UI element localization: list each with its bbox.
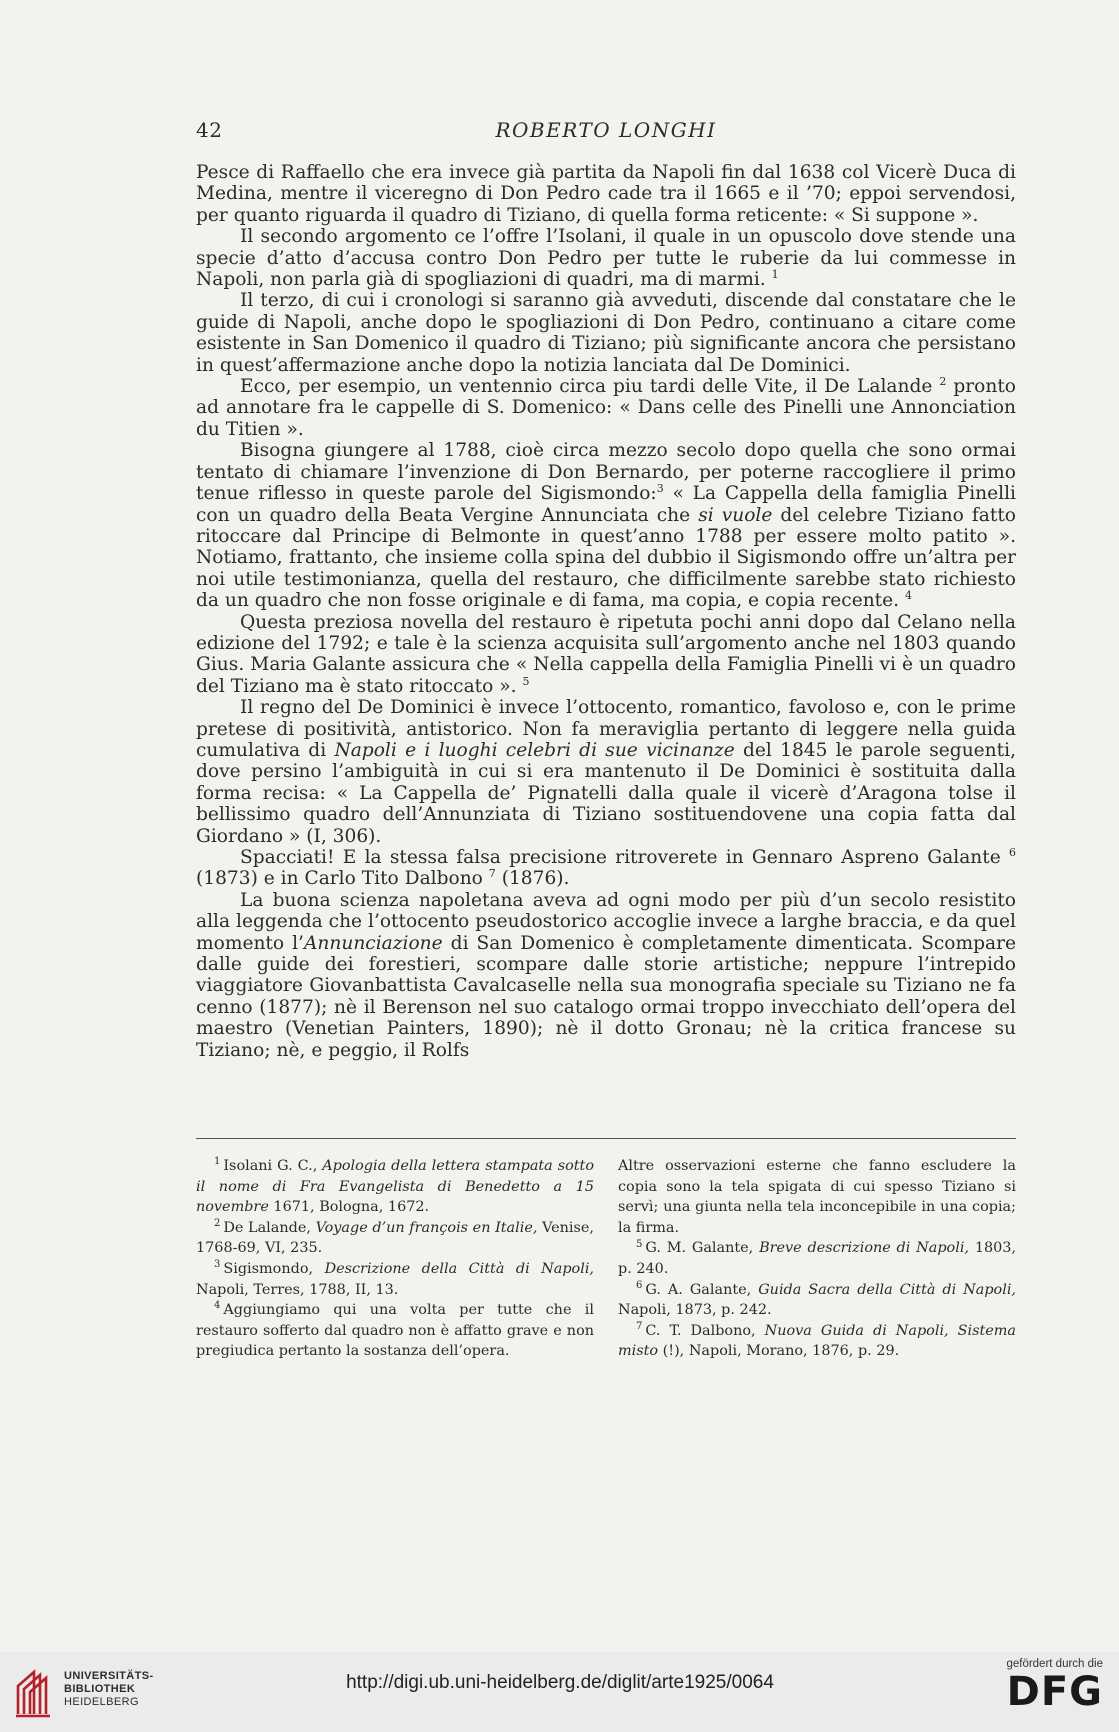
body-text (196, 162, 1016, 1061)
paragraph: Questa preziosa novella del restauro è ripetuta pochi anni dopo dal Celano nella edizione del 1792; e tale è la scienza acquisita sull’argomento anche nel 1803 quando Gius. Maria Galante assicura che « Nella cappella della Famiglia Pinelli vi è un quadro del Tiziano ma è stato ritoccato ». $^5$ (196, 611, 1016, 697)
footnote-column-left (196, 1156, 594, 1362)
footnote: $^3$ Sigismondo, Descrizione della Città di Napoli, Napoli, Terres, 1788, II, 13. (196, 1259, 594, 1298)
footnote: $^7$ C. T. Dalbono, Nuova Guida di Napoli, Sistema misto (!), Napoli, Morano, 1876, p. 29. (618, 1320, 1016, 1360)
footnote: $^4$ Aggiungiamo qui una volta per tutte che il restauro sofferto dal quadro non è affatto grave e non pregiudica pertanto la sostanza dell’opera. (196, 1300, 594, 1360)
footnote-ref[interactable]: 6 (1009, 845, 1016, 859)
running-head (196, 118, 1016, 148)
footnote-ref[interactable]: 7 (488, 867, 496, 881)
page-number: 42 (196, 118, 223, 142)
footnote-ref[interactable]: 5 (522, 674, 530, 688)
viewer-footer (0, 1652, 1119, 1732)
library-name: UNIVERSITÄTS- BIBLIOTHEK HEIDELBERG (64, 1670, 154, 1708)
permalink-url[interactable]: http://digi.ub.uni-heidelberg.de/diglit/arte1925/0064 (346, 1672, 774, 1693)
footnotes (196, 1156, 1016, 1362)
footnote-ref[interactable]: 3 (656, 481, 664, 495)
footnote-ref[interactable]: 2 (939, 374, 947, 388)
footnote-rule (196, 1138, 1016, 1139)
footnote-ref[interactable]: 4 (904, 588, 912, 602)
paragraph: La buona scienza napoletana aveva ad ogni modo per più d’un secolo resistito alla leggenda che l’ottocento pseudostorico accoglie invece a larghe braccia, e da quel momento l’Annunciazione di San Domenico è completamente dimenticata. Scompare dalle guide dei forestieri, scompare dalle storie artistiche; neppure l’intrepido viaggiatore Giovanbattista Cavalcaselle nella sua monografia speciale su Tiziano ne fa cenno (1877); nè il Berenson nel suo catalogo ormai troppo invecchiato dell’opera del maestro (Venetian Painters, 1890); nè il dotto Gronau; nè la critica francese su Tiziano; nè, e peggio, il Rolfs (196, 889, 1016, 1061)
dfg-logo[interactable] (991, 1658, 1103, 1724)
footnote: $^6$ G. A. Galante, Guida Sacra della Città di Napoli, Napoli, 1873, p. 242. (618, 1279, 1017, 1319)
library-emblem-icon (14, 1662, 56, 1722)
footnote-ref[interactable]: 1 (771, 267, 779, 281)
paragraph: Il secondo argomento ce l’offre l’Isolani, il quale in un opuscolo dove stende una specie d’atto d’accusa contro Don Pedro per tutte le ruberie da lui commesse in Napoli, non parla già di spogliazioni di quadri, ma di marmi. $^1$ (196, 226, 1016, 291)
footnote: $^5$ G. M. Galante, Breve descrizione di Napoli, 1803, p. 240. (618, 1238, 1017, 1277)
paragraph: Pesce di Raffaello che era invece già partita da Napoli fin dal 1638 col Vicerè Duca di Medina, mentre il viceregno di Don Pedro cade tra il 1665 e il ’70; eppoi servendosi, per quanto riguarda il quadro di Tiziano, di quella forma reticente: « Si suppone ». (196, 162, 1016, 226)
library-logo[interactable] (14, 1662, 224, 1722)
footnote-column-right (618, 1156, 1016, 1362)
footnote-continuation: Altre osservazioni esterne che fanno escludere la copia sono la tela spigata di cui spesso Tiziano si servì; una giunta nella tela inconcepibile in una copia; la firma. (618, 1158, 1016, 1236)
running-title: ROBERTO LONGHI (495, 118, 717, 142)
paragraph: Bisogna giungere al 1788, cioè circa mezzo secolo dopo quella che sono ormai tentato di chiamare l’invenzione di Don Bernardo, per poterne raccogliere il primo tenue riflesso in queste parole del Sigismondo:$^3$ « La Cappella della famiglia Pinelli con un quadro della Beata Vergine Annunciata che si vuole del celebre Tiziano fatto ritoccare dal Principe di Belmonte in quest’anno 1788 per essere molto patito ». Notiamo, frattanto, che insieme colla spina del dubbio il Sigismondo offre un’altra per noi utile testimonianza, quella del restauro, che difficilmente sarebbe stato richiesto da un quadro che non fosse originale e di fama, ma copia, e copia recente. $^4$ (196, 440, 1016, 612)
footnote: $^2$ De Lalande, Voyage d’un françois en Italie, Venise, 1768-69, VI, 235. (196, 1217, 594, 1257)
footnote: $^1$ Isolani G. C., Apologia della lettera stampata sotto il nome di Fra Evangelista di Benedetto a 15 novembre 1671, Bologna, 1672. (196, 1156, 595, 1216)
paragraph: Il terzo, di cui i cronologi si saranno già avveduti, discende dal constatare che le guide di Napoli, anche dopo le spogliazioni di Don Pedro, continuano a citare come esistente in San Domenico il quadro di Tiziano; più significante ancora che persistano in quest’affermazione anche dopo la notizia lanciata dal De Dominici. (196, 290, 1016, 376)
paragraph: Spacciati! E la stessa falsa precisione ritroverete in Gennaro Aspreno Galante $^6$ (1873) e in Carlo Tito Dalbono $^7$ (1876). (196, 845, 1016, 890)
paragraph: Ecco, per esempio, un ventennio circa piu tardi delle Vite, il De Lalande $^2$ pronto ad annotare fra le cappelle di S. Domenico: « Dans celle des Pinelli une Annonciation du Titien ». (196, 374, 1016, 440)
paragraph: Il regno del De Dominici è invece l’ottocento, romantico, favoloso e, con le prime pretese di positività, antistorico. Non fa meraviglia pertanto di leggere nella guida cumulativa di Napoli e i luoghi celebri di sue vicinanze del 1845 le parole seguenti, dove persino l’ambiguità in cui si era mantenuto il De Dominici è sostituita dalla forma recisa: « La Cappella de’ Pignatelli dalla quale il vicerè d’Aragona tolse il bellissimo quadro dell’Annunziata di Tiziano sostituendovene una copia fatta dal Giordano » (I, 306). (196, 697, 1016, 847)
funding-caption: gefördert durch die (1006, 1658, 1103, 1670)
dfg-wordmark: DFG (1006, 1669, 1103, 1715)
